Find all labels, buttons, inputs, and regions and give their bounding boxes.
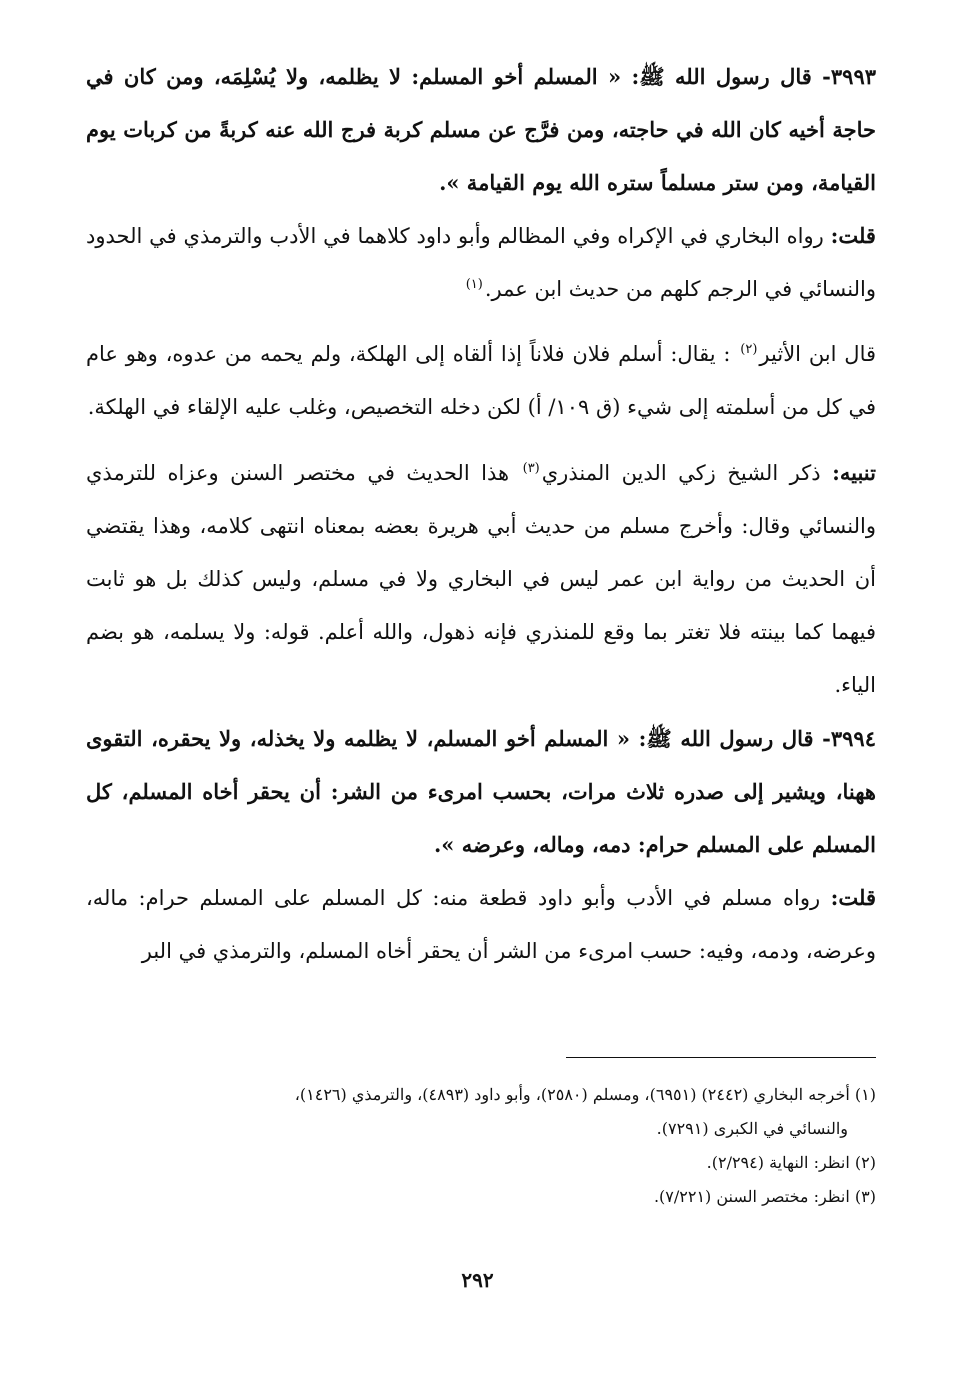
hadith-3994 [86, 712, 876, 871]
tanbih-text-before: ذكر الشيخ زكي الدين المنذري [541, 461, 821, 485]
tanbih-text-after: هذا الحديث في مختصر السنن وعزاه للترمذي والنسائي وقال: وأخرج مسلم من حديث أبي هريرة بعضه بمعناه انتهى كلامه، وهذا يقتضي أن الحديث من رواية ابن عمر ليس في البخاري ولا في مسلم، وليس كذلك بل هو ثابت فيهما كما بينته فلا تغتر بما وقع للمنذري فإنه ذهول، والله أعلم. قوله: ولا يسلمه، هو بضم الياء. [86, 461, 876, 697]
commentary-qult-2 [86, 871, 876, 978]
footnote-ref-2[interactable]: (٢) [740, 342, 758, 357]
footnote-1-continued: والنسائي في الكبرى (٧٢٩١). [656, 1119, 848, 1138]
footnote-1: (١) أخرجه البخاري (٢٤٤٢) (٦٩٥١)، ومسلم (٢٥٨٠)، وأبو داود (٤٨٩٣)، والترمذي (١٤٢٦)، [294, 1085, 876, 1104]
ibn-athir-text-before: قال ابن الأثير [759, 342, 877, 366]
ibn-athir-text-after: : يقال: أسلم فلان فلاناً إذا ألقاه إلى الهلكة، ولم يحمه من عدوه، وهو عام في كل من أسلمته إلى شيء (ق ١٠٩/ أ) لكن دخله التخصيص، وغلب عليه الإلقاء في الهلكة. [86, 342, 876, 419]
footnote-ref-1[interactable]: (١) [465, 277, 483, 292]
hadith-text: قال رسول الله ﷺ: « المسلم أخو المسلم، لا يظلمه ولا يخذله، ولا يحقره، التقوى ههنا، ويشير إلى صدره ثلاث مرات، بحسب امرىء من الشر: أن يحقر أخاه المسلم، كل المسلم على المسلم حرام: دمه، وماله، وعرضه ». [86, 726, 876, 857]
tanbih-note [86, 446, 876, 712]
commentary-qult-1 [86, 209, 876, 316]
footnote-divider [566, 1057, 876, 1058]
hadith-3993 [86, 50, 876, 209]
page-body [86, 50, 876, 978]
qult-label: قلت: [830, 223, 876, 248]
commentary-text: رواه مسلم في الأدب وأبو داود قطعة منه: كل المسلم على المسلم حرام: ماله، وعرضه، ودمه، وفيه: حسب امرىء من الشر أن يحقر أخاه المسلم، والترمذي في البر [86, 886, 876, 963]
hadith-text: قال رسول الله ﷺ: « المسلم أخو المسلم: لا يظلمه، ولا يُسْلِمَه، ومن كان في حاجة أخيه كان الله في حاجته، ومن فرَّج عن مسلم كربة فرج الله عنه كربةً من كربات يوم القيامة، ومن ستر مسلماً ستره الله يوم القيامة ». [86, 64, 876, 195]
hadith-number: ٣٩٩٣- [822, 64, 877, 89]
ibn-athir-note [86, 328, 876, 434]
qult-label: قلت: [830, 885, 876, 910]
page-number: ٢٩٢ [461, 1268, 494, 1292]
footnotes [86, 1078, 876, 1214]
footnote-3: (٣) انظر: مختصر السنن (٧/٢٢١). [653, 1187, 876, 1206]
commentary-text: رواه البخاري في الإكراه وفي المظالم وأبو داود كلاهما في الأدب والترمذي في الحدود والنسائي في الرجم كلهم من حديث ابن عمر. [86, 224, 876, 301]
hadith-number: ٣٩٩٤- [822, 726, 876, 751]
footnote-2: (٢) انظر: النهاية (٢/٢٩٤). [706, 1153, 876, 1172]
footnote-ref-3[interactable]: (٣) [522, 461, 540, 476]
tanbih-label: تنبيه: [832, 460, 876, 485]
